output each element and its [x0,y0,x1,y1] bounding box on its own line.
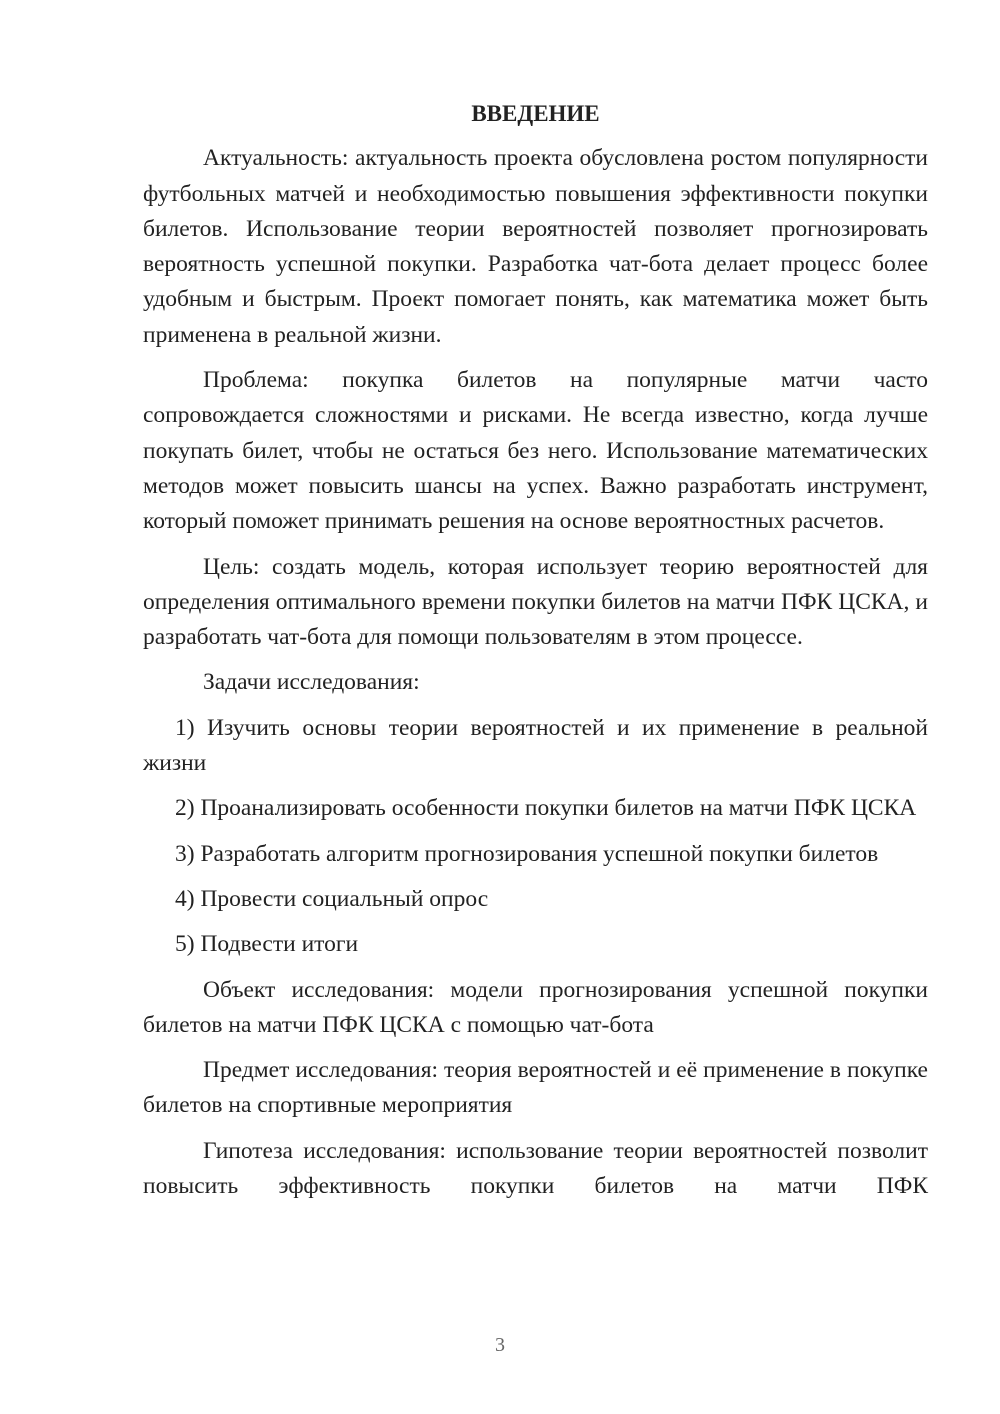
task-item: 1) Изучить основы теории вероятностей и их применение в реальной жизни [143,714,928,777]
document-page [143,96,928,1204]
task-item: 3) Разработать алгоритм прогнозирования успешной покупки билетов [175,840,879,867]
task-item: 2) Проанализировать особенности покупки билетов на матчи ПФК ЦСКА [175,795,917,822]
paragraph-subject: Предмет исследования: теория вероятностей и её применение в покупке билетов на спортивные мероприятия [143,1057,928,1119]
page-number: 3 [495,1334,505,1356]
page-title: ВВЕДЕНИЕ [471,101,600,126]
task-item: 5) Подвести итоги [175,931,359,958]
paragraph-relevance: Актуальность: актуальность проекта обусловлена ростом популярности футбольных матчей и необходимостью повышения эффективности покупки билетов. Использование теории вероятностей позволяет прогнозировать вероятность успешной покупки. Разработка чат-бота делает процесс более удобным и быстрым. Проект помогает понять, как математика может быть применена в реальной жизни. [143,145,928,348]
paragraph-problem: Проблема: покупка билетов на популярные матчи часто сопровождается сложностями и рисками. Не всегда известно, когда лучше покупать билет, чтобы не остаться без него. Использование математических методов может повысить шансы на успех. Важно разработать инструмент, который поможет принимать решения на основе вероятностных расчетов. [143,367,928,535]
paragraph-object: Объект исследования: модели прогнозирования успешной покупки билетов на матчи ПФК ЦСКА с помощью чат-бота [143,976,928,1038]
task-item: 4) Провести социальный опрос [175,885,489,912]
paragraph-hypothesis: Гипотеза исследования: использование теории вероятностей позволит повысить эффективность покупки билетов на матчи ПФК [143,1137,928,1200]
tasks-title: Задачи исследования: [203,669,420,696]
paragraph-goal: Цель: создать модель, которая использует теорию вероятностей для определения оптимального времени покупки билетов на матчи ПФК ЦСКА, и разработать чат-бота для помощи пользователям в этом процессе. [143,553,928,651]
